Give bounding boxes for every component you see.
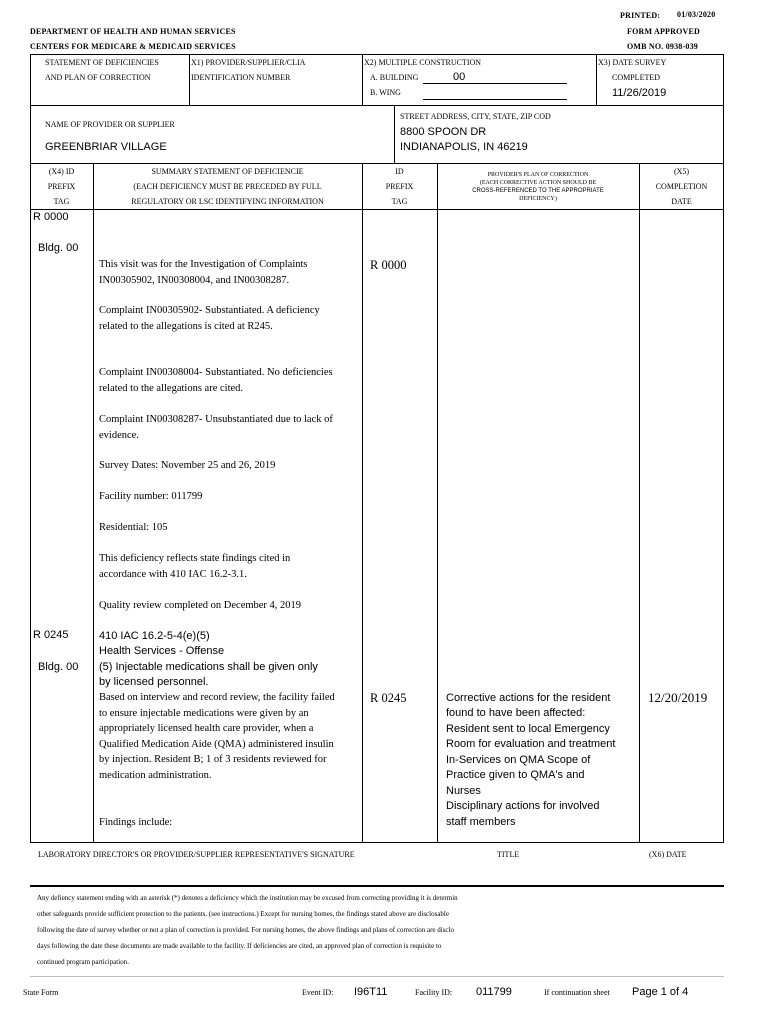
plan-text-1: Corrective actions for the resident xyxy=(446,692,611,704)
plan-text-7: Nurses xyxy=(446,785,481,797)
r0000-building: Bldg. 00 xyxy=(38,242,79,254)
r0000-right-tag: R 0000 xyxy=(370,258,407,272)
x3-label: X3) DATE SURVEY xyxy=(598,58,667,67)
building-value: 00 xyxy=(453,71,466,83)
facility-id-value: 011799 xyxy=(476,986,512,998)
address-label: STREET ADDRESS, CITY, STATE, ZIP COD xyxy=(400,112,551,121)
x1-label-1: X1) PROVIDER/SUPPLIER/CLIA xyxy=(191,58,306,67)
disclaimer-line-3: following the date of survey whether or not a plan of correction is provided. For nursing homes, the above findings and plans of correction are disclo xyxy=(37,926,454,934)
plan-text-2: found to have been affected: xyxy=(446,707,586,719)
paragraph-complaint-1: Complaint IN00305902- Substantiated. A deficiency related to the allegations is cited at R245. xyxy=(99,305,320,332)
address-line-1: 8800 SPOON DR xyxy=(400,126,487,138)
facility-id-label: Facility ID: xyxy=(415,988,453,997)
plan-text-4: Room for evaluation and treatment xyxy=(446,738,616,750)
disclaimer-line-2: other safeguards provide sufficient protection to the patients. (see instructions.) Except for nursing homes, the findings stated above are disclosable xyxy=(37,910,449,918)
plan-text-3: Resident sent to local Emergency xyxy=(446,723,610,735)
x4-header-3: TAG xyxy=(53,197,70,206)
completed-label: COMPLETED xyxy=(612,73,660,82)
paragraph-state-findings: This deficiency reflects state findings cited in accordance with 410 IAC 16.2-3.1. xyxy=(99,553,291,580)
statement-label-1: STATEMENT OF DEFICIENCIES xyxy=(45,58,159,67)
id-header-2: PREFIX xyxy=(385,182,414,191)
summary-header-1: SUMMARY STATEMENT OF DEFICIENCIE xyxy=(151,167,304,176)
paragraph-survey-dates: Survey Dates: November 25 and 26, 2019 xyxy=(99,460,276,471)
signature-label: LABORATORY DIRECTOR'S OR PROVIDER/SUPPLIER REPRESENTATIVE'S SIGNATURE xyxy=(38,850,355,859)
x5-header-3: DATE xyxy=(671,197,692,206)
address-line-2: INDIANAPOLIS, IN 46219 xyxy=(400,141,528,153)
paragraph-investigation: This visit was for the Investigation of Complaints IN00305902, IN00308004, and IN00308287. xyxy=(99,259,308,286)
paragraph-quality-review: Quality review completed on December 4, 2019 xyxy=(99,600,302,611)
regulation-line-4: by licensed personnel. xyxy=(99,676,209,688)
paragraph-findings: Findings include: xyxy=(99,817,173,828)
paragraph-residential: Residential: 105 xyxy=(99,522,168,533)
printed-label: PRINTED: xyxy=(620,11,661,20)
plan-text-9: staff members xyxy=(446,816,516,828)
building-label: A. BUILDING xyxy=(370,73,419,82)
paragraph-complaint-2: Complaint IN00308004- Substantiated. No deficiencies related to the allegations are cited. xyxy=(99,367,333,394)
r0245-right-tag: R 0245 xyxy=(370,691,407,705)
wing-label: B. WING xyxy=(370,88,401,97)
form-approved: FORM APPROVED xyxy=(627,27,701,36)
x2-label: X2) MULTIPLE CONSTRUCTION xyxy=(364,58,482,67)
summary-header-2: (EACH DEFICIENCY MUST BE PRECEDED BY FULL xyxy=(133,182,322,191)
id-header-1: ID xyxy=(395,167,404,176)
printed-date: 01/03/2020 xyxy=(677,10,716,19)
paragraph-facility-number: Facility number: 011799 xyxy=(99,491,203,502)
x4-header-2: PREFIX xyxy=(47,182,76,191)
regulation-line-1: 410 IAC 16.2-5-4(e)(5) xyxy=(99,630,210,642)
plan-text-5: In-Services on QMA Scope of xyxy=(446,754,591,766)
r0000-tag: R 0000 xyxy=(33,211,69,223)
paragraph-interview: Based on interview and record review, the facility failed to ensure injectable medications were given by an appropriately licensed health care provider, when a Qualified Medication Aide (QMA) administered insulin by injection. Resident B; 1 of 3 residents reviewed for medication administration. xyxy=(99,692,335,781)
disclaimer-line-1: Any defiency statement ending with an asterisk (*) denotes a deficiency which the institution may be excused from correcting providing it is determin xyxy=(37,894,458,902)
provider-name: GREENBRIAR VILLAGE xyxy=(45,141,167,153)
regulation-line-2: Health Services - Offense xyxy=(99,645,225,657)
x6-date-label: (X6) DATE xyxy=(649,850,687,859)
completion-date: 12/20/2019 xyxy=(648,690,708,705)
department-title: DEPARTMENT OF HEALTH AND HUMAN SERVICES xyxy=(30,27,236,36)
title-label: TITLE xyxy=(497,850,520,859)
plan-header-2: (EACH CORRECTIVE ACTION SHOULD BE xyxy=(479,180,597,186)
centers-title: CENTERS FOR MEDICARE & MEDICAID SERVICES xyxy=(30,42,236,51)
plan-text-6: Practice given to QMA's and xyxy=(446,769,585,781)
omb-number: OMB NO. 0938-039 xyxy=(627,42,698,51)
provider-name-label: NAME OF PROVIDER OR SUPPLIER xyxy=(45,120,175,129)
survey-date: 11/26/2019 xyxy=(612,87,667,99)
regulation-line-3: (5) Injectable medications shall be given only xyxy=(99,661,318,673)
x1-label-2: IDENTIFICATION NUMBER xyxy=(191,73,291,82)
event-id-value: I96T11 xyxy=(354,986,388,998)
x4-header-1: (X4) ID xyxy=(48,167,75,176)
r0245-building: Bldg. 00 xyxy=(38,661,79,673)
x5-header-1: (X5) xyxy=(673,167,690,176)
id-header-3: TAG xyxy=(391,197,408,206)
r0245-tag: R 0245 xyxy=(33,629,69,641)
plan-header-3: CROSS-REFERENCED TO THE APPROPRIATE xyxy=(472,188,604,194)
disclaimer-line-5: continued program participation. xyxy=(37,958,129,966)
state-form-label: State Form xyxy=(23,988,59,997)
statement-label-2: AND PLAN OF CORRECTION xyxy=(45,73,151,82)
x5-header-2: COMPLETION xyxy=(655,182,708,191)
continuation-label: If continuation sheet xyxy=(544,988,610,997)
summary-header-3: REGULATORY OR LSC IDENTIFYING INFORMATION xyxy=(131,197,324,206)
disclaimer-line-4: days following the date these documents are made available to the facility. If deficiencies are cited, an approved plan of correction is requisite to xyxy=(37,942,442,950)
plan-text-8: Disciplinary actions for involved xyxy=(446,800,600,812)
paragraph-complaint-3: Complaint IN00308287- Unsubstantiated due to lack of evidence. xyxy=(99,414,333,441)
page-number: Page 1 of 4 xyxy=(632,986,689,998)
event-id-label: Event ID: xyxy=(302,988,334,997)
plan-header-1: PROVIDER'S PLAN OF CORRECTION xyxy=(487,172,589,178)
plan-header-4: DEFICIENCY) xyxy=(519,196,557,202)
